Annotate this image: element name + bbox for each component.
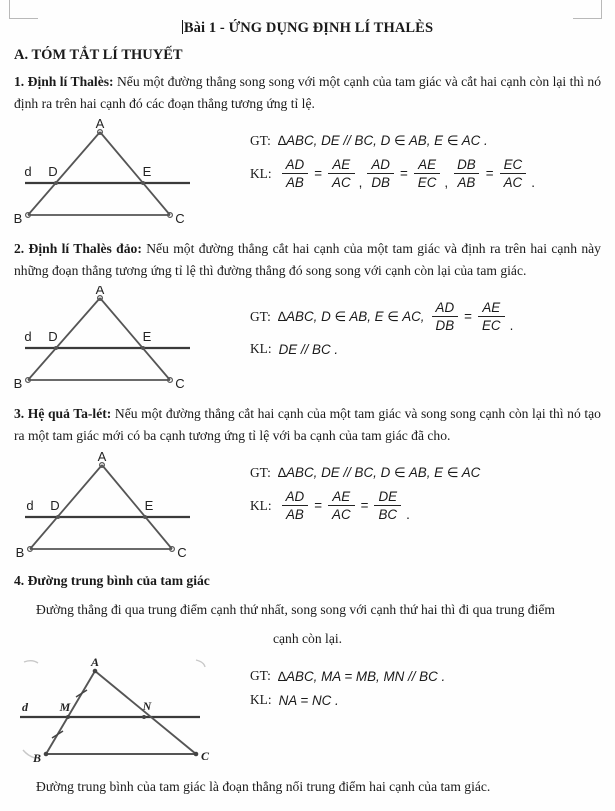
midline-4-body-line2: cạnh còn lại. (272, 631, 343, 647)
vertex-a-dot (93, 669, 98, 674)
fraction-ae-ac (328, 157, 355, 190)
theorem-1-diagram (0, 119, 250, 231)
kl-fractions (279, 157, 535, 190)
label-d-point: D (48, 164, 58, 180)
point-e-dot (141, 346, 145, 350)
corollary-3-kl-line (250, 489, 615, 522)
footer-sentence: Đường trung bình của tam giác là đoạn thẳng nối trung điểm hai cạnh của tam giác. (36, 779, 491, 795)
theorem-1-statement (250, 119, 615, 198)
denominator: AB (282, 173, 308, 190)
theorem-1-paragraph (14, 71, 601, 115)
label-d-point: D (50, 498, 60, 514)
fraction-ae-ec (414, 157, 441, 190)
theorem-2-label: 2. Định lí Thalès đảo: (14, 241, 142, 257)
side-ab (30, 465, 102, 549)
numerator: AE (418, 157, 437, 173)
equals: = (464, 309, 472, 325)
theorem-2-gt-line (250, 300, 615, 333)
gt-tag: GT: (250, 133, 271, 149)
section-heading-a: A. TÓM TẮT LÍ THUYẾT (14, 47, 183, 63)
fraction-ad-db (432, 300, 459, 333)
midline-4-kl-line (250, 692, 615, 708)
denominator: AC (500, 173, 527, 190)
numerator: AE (482, 300, 501, 316)
vertex-c-dot (194, 752, 199, 757)
theorem-1-body: Nếu một đường thẳng song song với một cạnh của tam giác và cắt hai cạnh còn lại thì nó định ra trên hai cạnh đó các đoạn thẳng tương ứng tỉ lệ. (14, 74, 601, 112)
theorem-2-statement (250, 286, 615, 365)
side-ab (46, 671, 95, 754)
side-ab (28, 132, 100, 215)
label-m-point: M (59, 700, 71, 715)
denominator: AB (454, 173, 480, 190)
label-c: C (200, 749, 210, 764)
equals-2: = (399, 166, 408, 182)
fraction-ae-ac (328, 489, 355, 522)
fraction-db-ab (453, 157, 480, 190)
label-a: A (97, 451, 107, 465)
triangle-diagram-3 (0, 451, 250, 563)
equals-2: = (360, 498, 369, 514)
theorem-2-paragraph (14, 238, 601, 282)
gt-text: ∆ABC, MA = MB, MN // BC . (277, 668, 446, 684)
kl-text: NA = NC . (278, 692, 339, 708)
denominator: AC (328, 173, 355, 190)
corollary-3-diagram (0, 451, 250, 563)
fraction-ad-db (367, 157, 394, 190)
equals-1: = (314, 166, 323, 182)
kl-tag: KL: (250, 341, 272, 357)
label-c: C (177, 545, 187, 561)
point-d-dot (56, 515, 60, 519)
tick-mark-am (76, 690, 87, 697)
midline-4-heading (14, 570, 601, 592)
point-e-dot (141, 181, 145, 185)
point-d-dot (54, 346, 58, 350)
denominator: DB (432, 316, 459, 333)
numerator: DE (378, 489, 398, 505)
midline-4-statement (250, 654, 615, 716)
midline-4-gt-line (250, 668, 615, 684)
theorem-2-body: Nếu một đường thẳng cắt hai cạnh của một tam giác và định ra trên hai cạnh này những đoạn thẳng tương ứng tỉ lệ thì đường thẳng đó song song với cạnh còn lại của tam giác. (14, 241, 601, 279)
page-title (0, 20, 615, 37)
text-caret (182, 20, 183, 34)
numerator: DB (457, 157, 476, 173)
separator-3: . (531, 175, 535, 191)
point-n-dot (142, 715, 146, 719)
numerator: EC (503, 157, 523, 173)
gt-prefix: ∆ABC, D ∈ AB, E ∈ AC, (277, 308, 425, 324)
fraction-ec-ac (500, 157, 527, 190)
label-a: A (95, 286, 105, 298)
theorem-1-figure-row (0, 119, 615, 231)
label-e-point: E (144, 498, 154, 514)
midline-4-label: 4. Đường trung bình của tam giác (14, 573, 210, 589)
theorem-2-figure-row (0, 286, 615, 396)
label-line-d: d (24, 329, 32, 345)
label-line-d: d (22, 700, 28, 715)
kl-tag: KL: (250, 497, 272, 513)
label-line-d: d (26, 498, 34, 514)
theorem-2-diagram (0, 286, 250, 396)
denominator: DB (367, 173, 394, 190)
corollary-3-statement (250, 451, 615, 530)
triangle-diagram-1 (0, 119, 250, 231)
side-ab (28, 298, 100, 380)
tick-mark-mb (52, 731, 63, 738)
label-n-point: N (142, 699, 152, 714)
scan-artifact-tr (196, 660, 205, 667)
numerator: AD (285, 489, 305, 505)
label-b: B (15, 545, 25, 561)
gt-tag: GT: (250, 668, 271, 684)
triangle-diagram-4 (0, 654, 250, 766)
separator-2: , (444, 175, 449, 191)
label-e-point: E (142, 164, 152, 180)
midline-4-body-line1: Đường thẳng đi qua trung điểm cạnh thứ nhất, song song với cạnh thứ hai thì đi qua trung điểm (36, 602, 555, 618)
trailing-period: . (406, 507, 410, 523)
label-d-point: D (48, 329, 58, 345)
theorem-2-kl-line (250, 341, 615, 357)
scan-artifact-tl (24, 661, 38, 663)
vertex-b-dot (44, 752, 49, 757)
corollary-3-figure-row (0, 451, 615, 563)
denominator: EC (478, 316, 505, 333)
fraction-ae-ec (478, 300, 505, 333)
label-a: A (95, 119, 105, 132)
kl-fraction-chain (279, 489, 410, 522)
label-a: A (90, 655, 100, 670)
corollary-3-gt-line (250, 465, 615, 481)
fraction-de-bc (374, 489, 401, 522)
kl-tag: KL: (250, 692, 272, 708)
midline-4-diagram (0, 654, 250, 766)
theorem-1-label: 1. Định lí Thalès: (14, 74, 114, 89)
label-b: B (13, 211, 23, 227)
denominator: AB (282, 505, 308, 522)
equals-1: = (314, 498, 323, 514)
kl-tag: KL: (250, 165, 272, 181)
kl-text: DE // BC . (278, 341, 339, 357)
fraction-ad-ab (282, 489, 309, 522)
gt-tag: GT: (250, 465, 271, 481)
numerator: AD (285, 157, 305, 173)
numerator: AD (371, 157, 390, 173)
gt-text: ∆ABC, DE // BC, D ∈ AB, E ∈ AC . (277, 133, 488, 149)
label-c: C (175, 376, 185, 392)
numerator: AD (435, 300, 455, 316)
point-d-dot (54, 181, 58, 185)
gt-tag: GT: (250, 308, 271, 324)
fraction-ad-ab (282, 157, 309, 190)
numerator: AE (332, 489, 351, 505)
side-ac (100, 298, 170, 380)
point-m-dot (66, 715, 70, 719)
triangle-diagram-2 (0, 286, 250, 396)
theorem-1-kl-line (250, 157, 615, 190)
corollary-3-label: 3. Hệ quả Ta-lét: (14, 406, 112, 422)
trailing-period: . (509, 318, 514, 334)
corollary-3-paragraph (14, 403, 601, 447)
side-ac (102, 465, 172, 549)
label-line-d: d (24, 164, 32, 180)
label-c: C (175, 211, 185, 227)
equals-3: = (485, 166, 494, 182)
denominator: AC (328, 505, 355, 522)
gt-body (278, 300, 513, 333)
side-ac (100, 132, 170, 215)
gt-text: ∆ABC, DE // BC, D ∈ AB, E ∈ AC (277, 465, 481, 481)
point-e-dot (143, 515, 147, 519)
theorem-1-gt-line (250, 133, 615, 149)
label-e-point: E (142, 329, 152, 345)
label-b: B (32, 751, 42, 766)
page-title-text: Bài 1 - ỨNG DỤNG ĐỊNH LÍ THALÈS (183, 20, 434, 36)
midline-4-figure-row (0, 654, 615, 766)
separator-1: , (358, 175, 363, 191)
numerator: AE (332, 157, 351, 173)
corollary-3-body: Nếu một đường thẳng cắt hai cạnh của một tam giác và song song cạnh còn lại thì nó tạo ra một tam giác mới có ba cạnh tương ứng tỉ lệ với ba cạnh của tam giác đã cho. (14, 406, 601, 444)
label-b: B (13, 376, 23, 392)
denominator: EC (414, 173, 441, 190)
denominator: BC (374, 505, 401, 522)
